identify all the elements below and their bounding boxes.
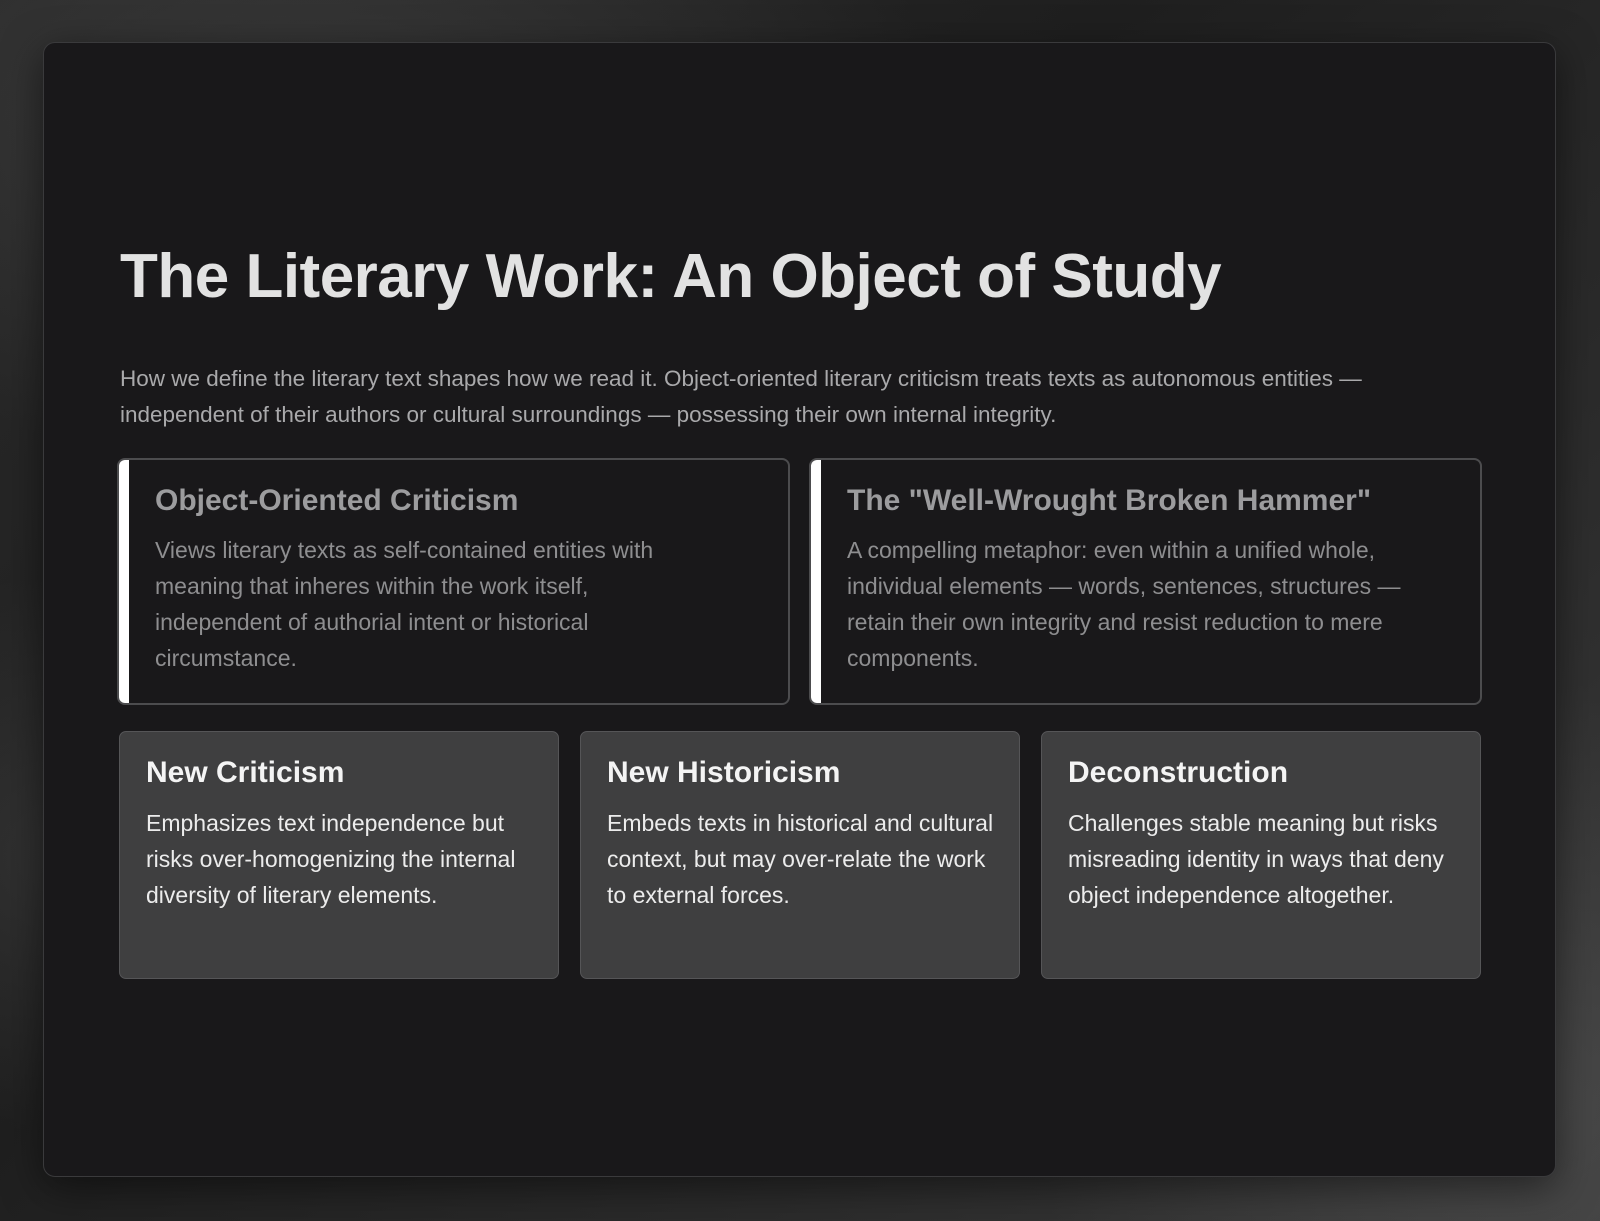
card-accent-bar [119,460,129,703]
card-title: New Criticism [146,756,345,789]
card-title: The "Well-Wrought Broken Hammer" [847,484,1372,517]
card-title: New Historicism [607,756,841,789]
card-well-wrought-broken-hammer [809,458,1482,705]
card-description: Embeds texts in historical and cultural context, but may over-relate the work to external forces. [607,810,994,908]
card-description: A compelling metaphor: even within a unified whole, individual elements — words, sentences, structures — retain their own integrity and resist reduction to mere components. [847,537,1401,671]
card-object-oriented-criticism [117,458,790,705]
slide-panel [43,42,1556,1177]
card-description: Views literary texts as self-contained entities with meaning that inheres within the work itself, independent of authorial intent or historical circumstance. [155,537,654,671]
card-new-criticism [119,731,559,979]
card-title: Deconstruction [1068,756,1289,789]
card-description: Emphasizes text independence but risks over-homogenizing the internal diversity of literary elements. [146,810,516,908]
card-description: Challenges stable meaning but risks misreading identity in ways that deny object independence altogether. [1068,810,1444,908]
card-accent-bar [811,460,821,703]
card-title: Object-Oriented Criticism [155,484,519,517]
card-new-historicism [580,731,1020,979]
card-deconstruction [1041,731,1481,979]
slide-intro: How we define the literary text shapes how we read it. Object-oriented literary criticism treats texts as autonomous entities — independent of their authors or cultural surroundings — possessing their own internal integrity. [120,366,1362,427]
slide-title: The Literary Work: An Object of Study [120,242,1222,311]
